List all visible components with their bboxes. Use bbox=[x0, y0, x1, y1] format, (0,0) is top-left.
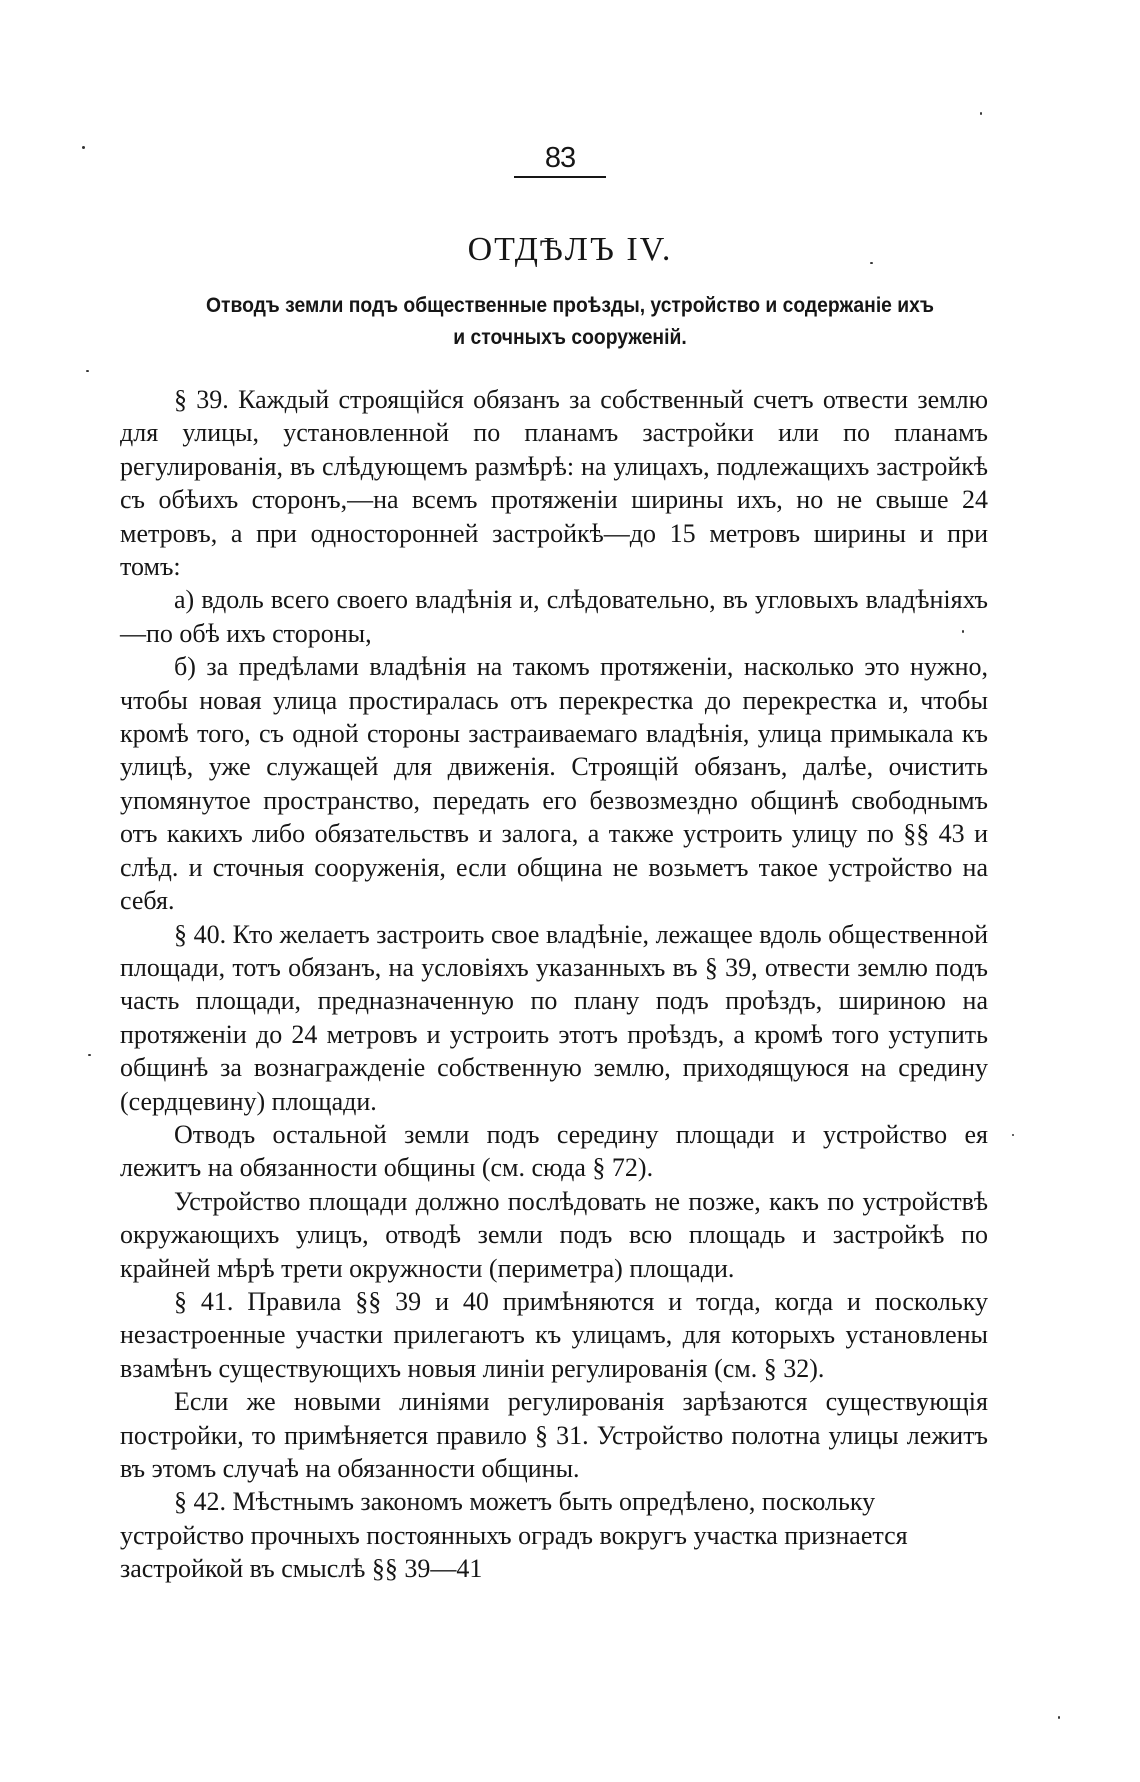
paragraph-square-timing: Устройство площади должно послѣдовать не позже, какъ по устройствѣ окружающихъ улицъ, отводѣ земли подъ всю площадь и застройкѣ по крайней мѣрѣ трети окружности (периметра) площади. bbox=[120, 1186, 988, 1283]
paragraph-section-42: § 42. Мѣстнымъ закономъ можетъ быть опредѣлено, поскольку устройство прочныхъ постоянныхъ оградъ вокругъ участка признается застройкой въ смыслѣ §§ 39—41 bbox=[120, 1487, 908, 1584]
scan-speck bbox=[86, 370, 89, 372]
body-text bbox=[120, 383, 988, 1586]
paragraph-item-a: а) вдоль всего своего владѣнія и, слѣдовательно, въ угловыхъ владѣніяхъ—по обѣ ихъ стороны, bbox=[120, 585, 988, 648]
scan-speck bbox=[1012, 1134, 1014, 1136]
subtitle-line-2: и сточныхъ сооруженій. bbox=[453, 326, 687, 349]
paragraph-section-39: § 39. Каждый строящійся обязанъ за собственный счетъ отвести землю для улицы, установленной по планамъ застройки или по планамъ регулированія, въ слѣдующемъ размѣрѣ: на улицахъ, подлежащихъ застройкѣ съ обѣихъ сторонъ,—на всемъ протяженіи ширины ихъ, но не свыше 24 метровъ, а при односторонней застройкѣ—до 15 метровъ ширины и при томъ: bbox=[120, 385, 988, 582]
scan-speck bbox=[870, 262, 873, 264]
page-number: 83 bbox=[544, 142, 576, 174]
paragraph-item-b: б) за предѣлами владѣнія на такомъ протяженіи, насколько это нужно, чтобы новая улица простиралась отъ перекрестка до перекрестка и, чтобы кромѣ того, съ одной стороны застраиваемаго владѣнія, улица примыкала къ улицѣ, уже служащей для движенія. Строящій обязанъ, далѣе, очистить упомянутое пространство, передать его безвозмездно общинѣ свободнымъ отъ какихъ либо обязательствъ и залога, а также устроить улицу по §§ 43 и слѣд. и сточныя сооруженія, если община не возьметъ такое устройство на себя. bbox=[120, 652, 988, 916]
paragraph-existing-buildings: Если же новыми линіями регулированія зарѣзаются существующія постройки, то примѣняется правило § 31. Устройство полотна улицы лежитъ въ этомъ случаѣ на обязанности общины. bbox=[120, 1387, 988, 1483]
section-title: ОТДѢЛЪ IV. bbox=[467, 231, 673, 268]
scan-speck bbox=[88, 1054, 91, 1056]
paragraph-section-41: § 41. Правила §§ 39 и 40 примѣняются и тогда, когда и поскольку незастроенные участки прилегаютъ къ улицамъ, для которыхъ установлены взамѣнъ существующихъ новыя линіи регулированія (см. § 32). bbox=[120, 1286, 988, 1383]
paragraph-section-40: § 40. Кто желаетъ застроить свое владѣніе, лежащее вдоль общественной площади, тотъ обязанъ, на условіяхъ указанныхъ въ § 39, отвести землю подъ часть площади, предназначенную по плану подъ проѣздъ, шириною на протяженіи до 24 метровъ и устроить этотъ проѣздъ, а кромѣ того уступить общинѣ за вознагражденіе собственную землю, приходящуюся на средину (сердцевину) площади. bbox=[120, 919, 988, 1116]
scan-speck bbox=[980, 112, 982, 115]
paragraph-square-center: Отводъ остальной земли подъ середину площади и устройство ея лежитъ на обязанности общины (см. сюда § 72). bbox=[120, 1119, 988, 1183]
page-number-rule bbox=[514, 176, 606, 178]
scan-speck bbox=[962, 630, 964, 633]
subtitle-line-1: Отводъ земли подъ общественные проѣзды, устройство и содержаніе ихъ bbox=[205, 294, 935, 317]
section-subtitle bbox=[156, 290, 984, 354]
scan-speck bbox=[1058, 1716, 1060, 1719]
scan-speck bbox=[82, 146, 85, 149]
